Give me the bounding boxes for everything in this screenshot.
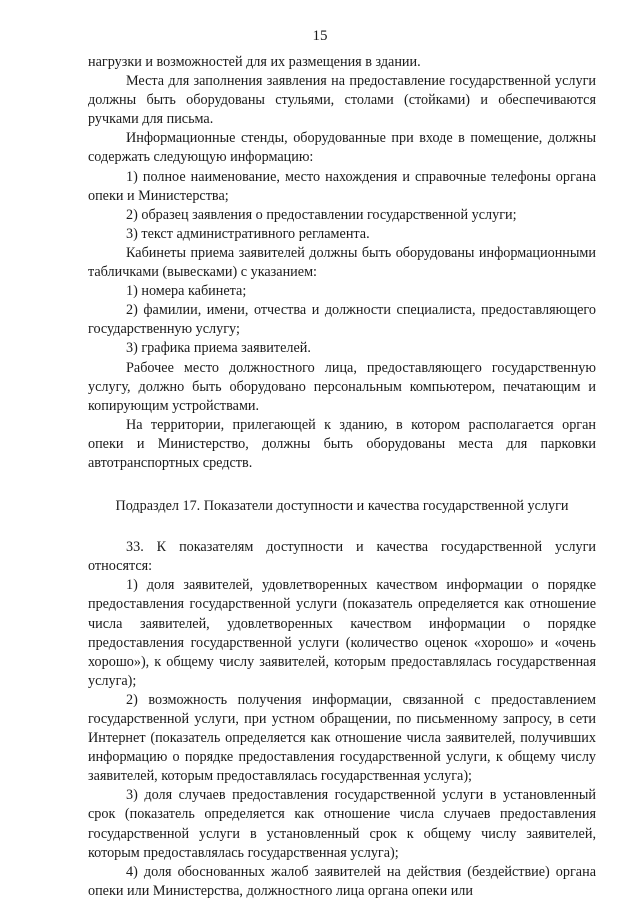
paragraph: 1) номера кабинета; xyxy=(126,283,247,300)
paragraph: нагрузки и возможностей для их размещения в здании. xyxy=(88,54,421,70)
paragraph: 3) текст административного регламента. xyxy=(126,225,370,242)
paragraph: 2) возможность получения информации, связанной с предоставлением государственной услуги, при устном обращении, по письменному запросу, в сети Интернет (показатель определяется как отношение числа заявителей, получивших информацию о порядке предоставления государственной услуги, к общему числу заявителей, которым предоставлялась государственная услуга); xyxy=(88,691,596,785)
document-body xyxy=(88,53,596,901)
paragraphs-bottom xyxy=(88,538,596,901)
paragraph: 3) графика приема заявителей. xyxy=(126,340,311,357)
paragraph: Кабинеты приема заявителей должны быть оборудованы информационными табличками (вывесками) с указанием: xyxy=(88,244,596,281)
paragraph: На территории, прилегающей к зданию, в котором располагается орган опеки и Министерство, должны быть оборудованы места для парковки автотранспортных средств. xyxy=(88,416,596,471)
paragraph: 1) полное наименование, место нахождения и справочные телефоны органа опеки и Министерства; xyxy=(88,168,596,204)
paragraphs-top xyxy=(88,53,596,473)
paragraph: Места для заполнения заявления на предоставление государственной услуги должны быть оборудованы стульями, столами (стойками) и обеспечиваются ручками для письма. xyxy=(88,73,596,128)
page-number: 15 xyxy=(312,28,328,44)
paragraph: 2) фамилии, имени, отчества и должности специалиста, предоставляющего государственную услугу; xyxy=(88,302,596,338)
section-heading: Подраздел 17. Показатели доступности и качества государственной услуги xyxy=(115,498,569,515)
paragraph: 3) доля случаев предоставления государственной услуги в установленный срок (показатель определяется как отношение числа случаев предоставления государственной услуги в установленный срок к общему числу заявителей, которым предоставлялась государственная услуга); xyxy=(88,787,596,861)
paragraph: 4) доля обоснованных жалоб заявителей на действия (бездействие) органа опеки или Министерства, должностного лица органа опеки или xyxy=(88,863,596,899)
paragraph: 2) образец заявления о предоставлении государственной услуги; xyxy=(126,206,517,223)
paragraph: 33. К показателям доступности и качества государственной услуги относятся: xyxy=(88,539,596,575)
paragraph: 1) доля заявителей, удовлетворенных качеством информации о порядке предоставления государственной услуги (показатель определяется как отношение числа заявителей, удовлетворенных качеством информации о порядке предоставления государственной услуги (количество оценок «хорошо» и «очень хорошо»), к общему числу заявителей, которым предоставлялась государственная услуга); xyxy=(88,577,596,689)
paragraph: Информационные стенды, оборудованные при входе в помещение, должны содержать следующую информацию: xyxy=(88,130,596,166)
paragraph: Рабочее место должностного лица, предоставляющего государственную услугу, должно быть оборудовано персональным компьютером, печатающим и копирующим устройствами. xyxy=(88,359,596,414)
